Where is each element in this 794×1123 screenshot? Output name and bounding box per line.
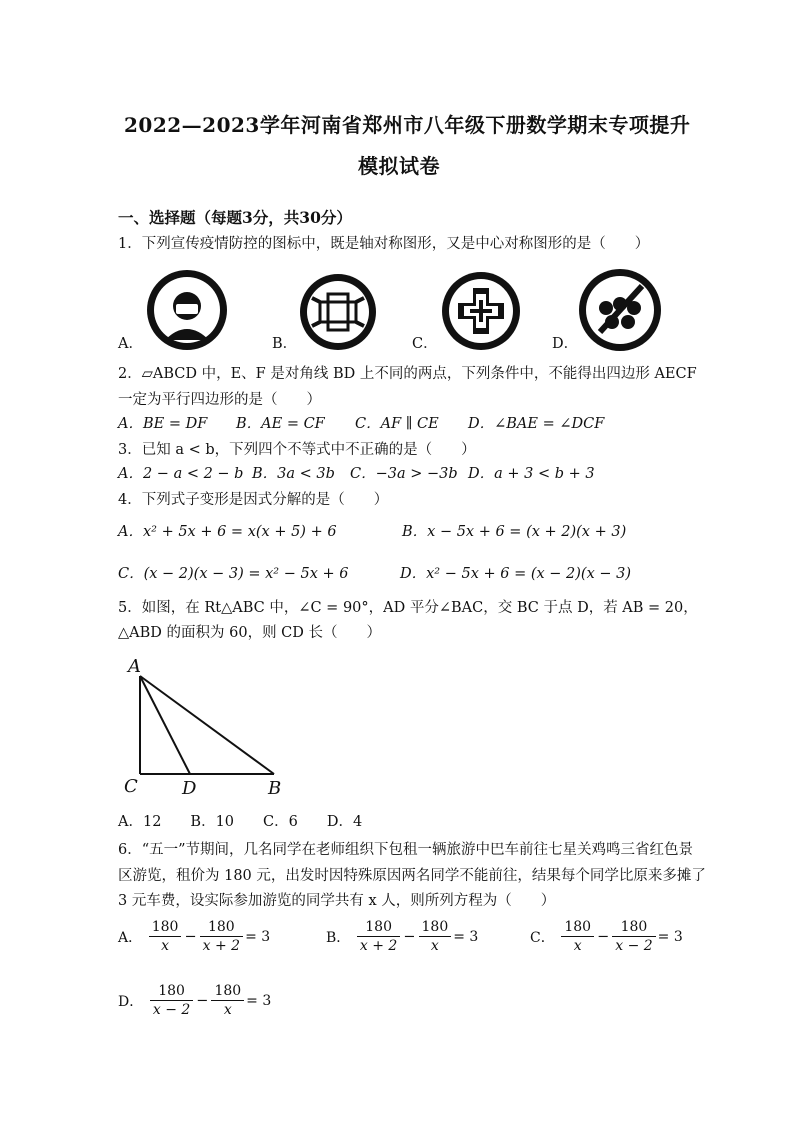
masked-person-icon [145, 268, 229, 356]
vertex-b-label: B [268, 778, 282, 798]
triangle-figure [118, 648, 298, 802]
question-6-line2: 区游览，租价为 180 元，出发时因特殊原因两名同学不能前往，结果每个同学比原来多摊了 [118, 868, 706, 884]
q3-option-d: D．a + 3 < b + 3 [468, 466, 595, 482]
q6-option-a: A． $\frac{180}{x}$ − $\frac{180}{x + 2}$ = 3 [118, 919, 271, 954]
question-5-line1: 5．如图，在 Rt△ABC 中，∠C = 90°，AD 平分∠BAC，交 BC 于点 D，若 AB = 20， [118, 600, 698, 616]
q1-option-c-label: C． [412, 336, 438, 352]
vertex-a-label: A [128, 656, 141, 677]
question-4-text: 4．下列式子变形是因式分解的是（ ） [118, 492, 389, 508]
vertex-c-label: C [124, 776, 138, 797]
linked-hands-icon [298, 272, 378, 356]
q3-option-b: B．3a < 3b [252, 466, 335, 482]
question-1-text: 1．下列宣传疫情防控的图标中，既是轴对称图形，又是中心对称图形的是（ ） [118, 236, 650, 252]
q6-option-c: C． $\frac{180}{x}$ − $\frac{180}{x - 2}$ = 3 [530, 919, 683, 954]
q2-option-d: D．∠BAE = ∠DCF [468, 416, 605, 432]
medical-cross-icon [440, 270, 522, 356]
q1-option-d-label: D． [552, 336, 579, 352]
q4-option-b: B．x − 5x + 6 = (x + 2)(x + 3) [402, 524, 627, 540]
q4-option-d: D．x² − 5x + 6 = (x − 2)(x − 3) [400, 566, 632, 582]
q1-option-b-label: B． [272, 336, 298, 352]
q6-option-b: B． $\frac{180}{x + 2}$ − $\frac{180}{x}$ = 3 [326, 919, 479, 954]
q2-option-b: B．AE = CF [236, 416, 325, 432]
q3-option-c: C．−3a > −3b [350, 466, 458, 482]
question-6-line3: 3 元车费，设实际参加游览的同学共有 x 人，则所列方程为（ ） [118, 893, 556, 909]
q3-option-a: A．2 − a < 2 − b [118, 466, 244, 482]
q4-option-a: A．x² + 5x + 6 = x(x + 5) + 6 [118, 524, 337, 540]
question-2-line2: 一定为平行四边形的是（ ） [118, 392, 321, 408]
question-5-line2: △ABD 的面积为 60，则 CD 长（ ） [118, 625, 382, 641]
page-title-line1: 2022—2023学年河南省郑州市八年级下册数学期末专项提升 [124, 113, 691, 137]
q2-option-c: C．AF ∥ CE [355, 416, 439, 432]
question-2-line1: 2．▱ABCD 中，E、F 是对角线 BD 上不同的两点，下列条件中，不能得出四边形 AECF [118, 366, 697, 382]
q1-option-a-label: A． [118, 336, 143, 352]
q6-option-d: D． $\frac{180}{x - 2}$ − $\frac{180}{x}$ = 3 [118, 983, 272, 1018]
page-title-line2: 模拟试卷 [358, 154, 440, 178]
question-6-line1: 6．“五一”节期间，几名同学在老师组织下包租一辆旅游中巴车前往七星关鸡鸣三省红色景 [118, 842, 694, 858]
question-3-text: 3．已知 a < b，下列四个不等式中不正确的是（ ） [118, 442, 476, 458]
q5-options: A．12 B．10 C．6 D．4 [118, 814, 363, 830]
q2-option-a: A．BE = DF [118, 416, 208, 432]
vertex-d-label: D [182, 778, 197, 798]
q4-option-c: C．(x − 2)(x − 3) = x² − 5x + 6 [118, 566, 349, 582]
no-gathering-icon [578, 268, 662, 356]
section-heading: 一、选择题（每题3分，共30分） [118, 208, 352, 227]
